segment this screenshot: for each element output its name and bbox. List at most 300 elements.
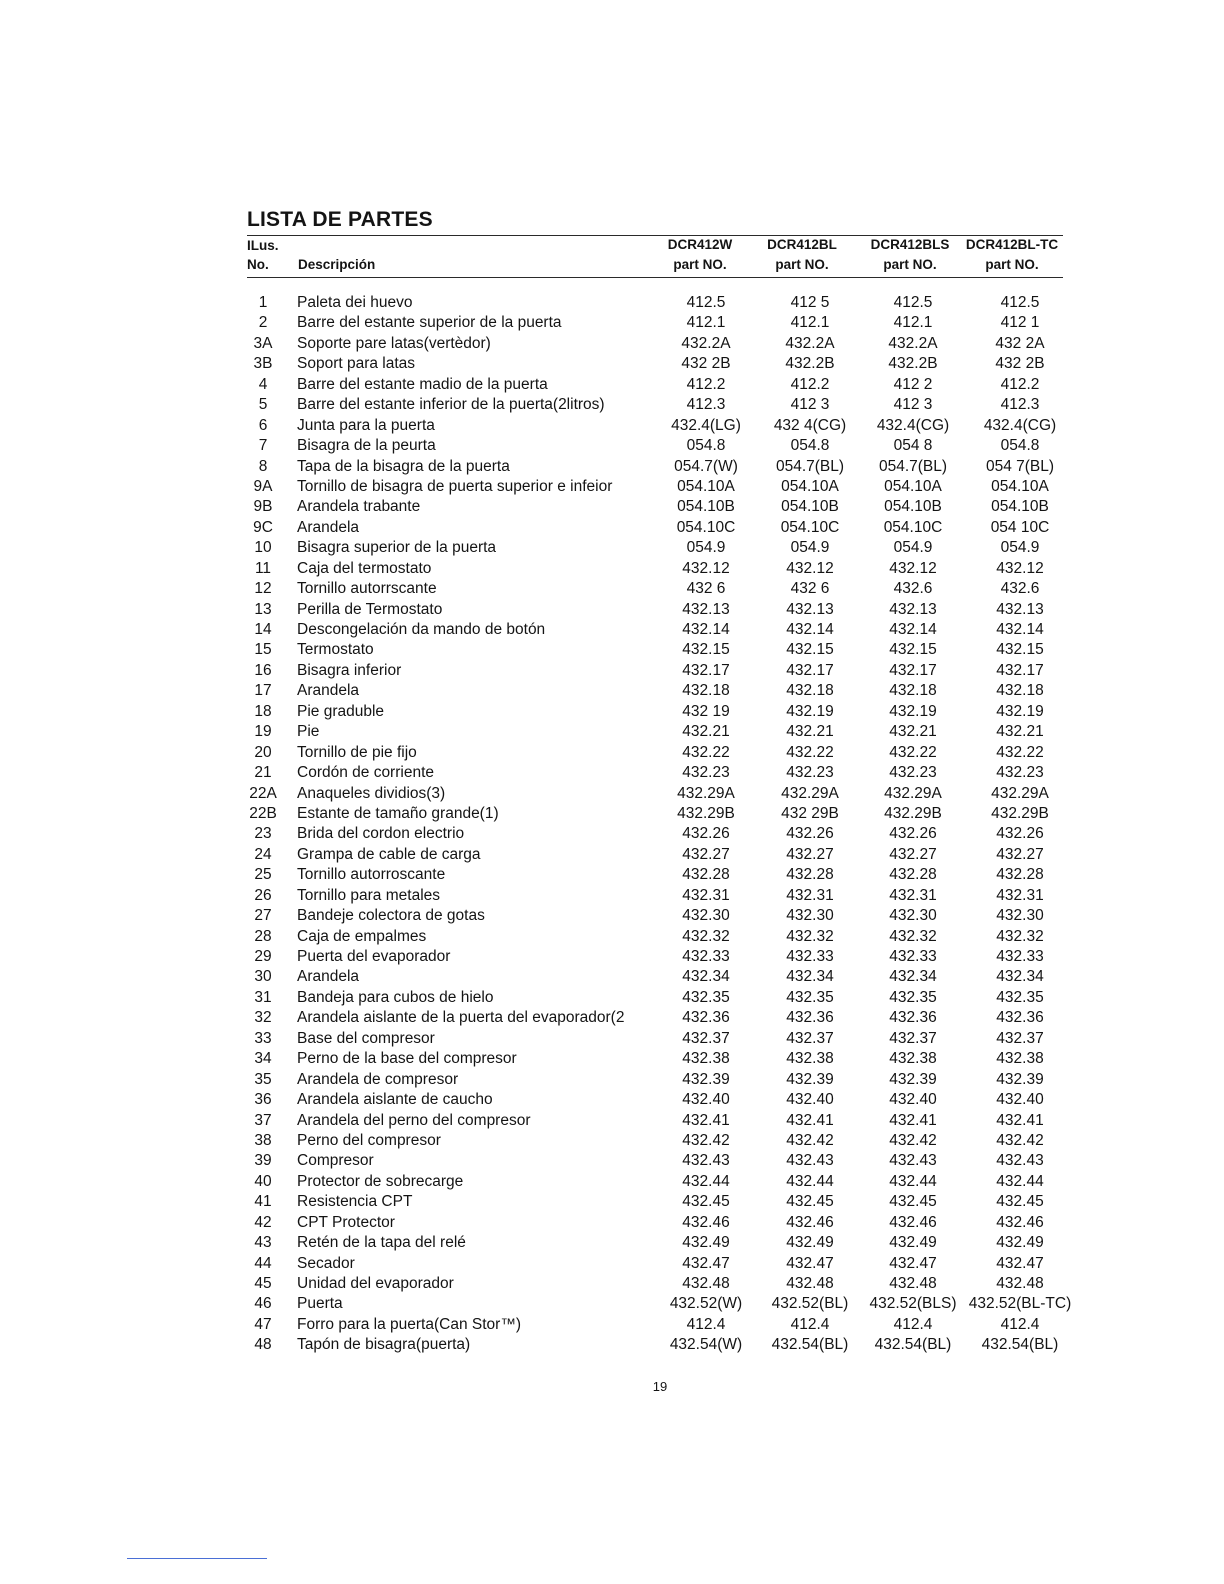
part-no-dcr412bl-tc: 432.49	[996, 1234, 1044, 1252]
part-no-dcr412w: 432.38	[682, 1050, 730, 1068]
part-no-dcr412bl: 432.21	[786, 723, 834, 741]
part-item-number: 20	[254, 743, 272, 761]
part-description: Soport para latas	[297, 355, 416, 373]
part-no-dcr412bl: 432.45	[786, 1193, 834, 1211]
part-no-dcr412w: 412.4	[686, 1315, 726, 1333]
part-no-dcr412bl: 432.14	[786, 621, 834, 638]
part-no-dcr412bls: 432.52(BLS)	[869, 1295, 957, 1313]
part-row	[0, 416, 1224, 436]
part-description: Caja de empalmes	[297, 927, 427, 945]
part-no-dcr412bl-tc: 432.26	[996, 825, 1044, 843]
part-item-number: 29	[254, 948, 272, 965]
part-item-number: 25	[254, 866, 272, 884]
part-no-dcr412w: 432.37	[682, 1029, 730, 1047]
part-no-dcr412bl-tc: 432.33	[996, 948, 1044, 965]
part-no-dcr412bl: 412 3	[790, 396, 830, 414]
part-row	[0, 824, 1224, 844]
header-model-dcr412bl	[742, 235, 862, 275]
model-name: DCR412W	[667, 237, 733, 252]
part-item-number: 43	[254, 1234, 272, 1252]
part-no-dcr412bls: 432.6	[893, 580, 933, 598]
parts-list	[0, 293, 1224, 1356]
part-no-dcr412w: 432.17	[682, 661, 730, 679]
part-row	[0, 313, 1224, 333]
part-row	[0, 559, 1224, 579]
part-description: Brida del cordon electrio	[297, 825, 465, 843]
part-no-dcr412bls: 412 3	[893, 396, 933, 414]
part-no-dcr412bl: 054.10B	[781, 498, 839, 516]
part-row	[0, 579, 1224, 599]
part-no-dcr412bl-tc: 432.46	[996, 1213, 1044, 1231]
part-row	[0, 354, 1224, 374]
part-row	[0, 334, 1224, 354]
part-row	[0, 538, 1224, 558]
part-no-dcr412w: 054.10A	[677, 477, 735, 495]
part-no-dcr412bls: 432.15	[889, 641, 937, 659]
part-no-dcr412bl-tc: 432.44	[996, 1172, 1044, 1190]
part-row	[0, 600, 1224, 620]
part-no-dcr412bl-tc: 054.8	[1000, 437, 1040, 455]
part-no-dcr412w: 432.44	[682, 1172, 730, 1190]
part-no-dcr412bl-tc: 054.10A	[991, 477, 1049, 495]
part-no-dcr412bl: 432 6	[790, 580, 830, 598]
part-no-dcr412bl: 432.13	[786, 600, 834, 618]
part-description: Perilla de Termostato	[297, 600, 443, 618]
part-item-number: 22B	[249, 804, 277, 822]
part-item-number: 41	[254, 1193, 272, 1211]
part-item-number: 39	[254, 1152, 272, 1170]
part-item-number: 5	[258, 396, 268, 414]
part-no-dcr412bls: 432.19	[889, 702, 937, 720]
part-item-number: 21	[254, 764, 272, 782]
part-no-dcr412bl: 432.17	[786, 661, 834, 679]
part-no-dcr412bl-tc: 412.4	[1000, 1315, 1040, 1333]
part-no-dcr412bl: 432.40	[786, 1091, 834, 1109]
part-no-dcr412bl-tc: 432.19	[996, 702, 1044, 720]
part-item-number: 45	[254, 1275, 272, 1292]
part-no-dcr412bl: 432.18	[786, 682, 834, 700]
part-item-number: 2	[258, 314, 268, 332]
part-row	[0, 1233, 1224, 1253]
part-no-dcr412bl: 432.41	[786, 1111, 834, 1129]
part-description: Pie graduble	[297, 702, 385, 720]
part-item-number: 27	[254, 907, 272, 925]
part-description: Puerta del evaporador	[297, 948, 451, 965]
part-no-dcr412bl: 054.9	[790, 539, 830, 557]
part-no-dcr412bls: 412.5	[893, 294, 933, 311]
part-no-dcr412w: 412.3	[686, 396, 726, 414]
part-no-dcr412bl-tc: 432.29A	[991, 784, 1049, 802]
part-no-dcr412bl-tc: 054 7(BL)	[985, 457, 1055, 475]
part-description: Estante de tamaño grande(1)	[297, 804, 499, 822]
part-no-dcr412bl: 432.37	[786, 1029, 834, 1047]
part-row	[0, 702, 1224, 722]
part-item-number: 42	[254, 1213, 272, 1231]
part-no-dcr412w: 432.32	[682, 927, 730, 945]
part-no-dcr412w: 432.54(W)	[669, 1336, 743, 1354]
part-no-dcr412bl: 432.12	[786, 559, 834, 577]
part-no-dcr412bl: 432.2B	[785, 355, 835, 373]
part-description: Base del compresor	[297, 1029, 435, 1047]
part-row	[0, 1111, 1224, 1131]
part-no-dcr412bl: 432.46	[786, 1213, 834, 1231]
part-no-dcr412bl: 432.42	[786, 1131, 834, 1149]
part-row	[0, 436, 1224, 456]
part-description: Descongelación da mando de botón	[297, 621, 546, 638]
part-no-dcr412bl-tc: 432.27	[996, 845, 1044, 863]
part-row	[0, 681, 1224, 701]
part-no-dcr412bls: 432.2A	[888, 334, 938, 352]
part-no-dcr412bls: 432.26	[889, 825, 937, 843]
header-rule	[247, 277, 1063, 278]
part-item-number: 28	[254, 927, 272, 945]
part-no-dcr412bl-tc: 432.13	[996, 600, 1044, 618]
part-no-dcr412w: 432.14	[682, 621, 730, 638]
part-item-number: 24	[254, 845, 272, 863]
part-no-dcr412bl-tc: 412.3	[1000, 396, 1040, 414]
part-description: Protector de sobrecarge	[297, 1172, 464, 1190]
part-no-dcr412bl-tc: 054.10B	[991, 498, 1049, 516]
part-no-dcr412w: 432 19	[682, 702, 730, 720]
part-description: Caja del termostato	[297, 559, 432, 577]
part-no-dcr412bl: 432.32	[786, 927, 834, 945]
part-no-dcr412w: 432.41	[682, 1111, 730, 1129]
part-description: Bandeja para cubos de hielo	[297, 988, 494, 1006]
part-no-dcr412w: 432.48	[682, 1275, 730, 1292]
part-no-dcr412bls: 432.41	[889, 1111, 937, 1129]
part-no-dcr412w: 432.43	[682, 1152, 730, 1170]
part-description: Arandela aislante de la puerta del evaporador(2	[297, 1009, 625, 1027]
model-part-label: part NO.	[673, 257, 727, 272]
part-no-dcr412w: 432.21	[682, 723, 730, 741]
part-row	[0, 457, 1224, 477]
part-no-dcr412bl-tc: 412 1	[1000, 314, 1040, 332]
part-no-dcr412bl: 432 4(CG)	[773, 416, 847, 434]
part-item-number: 46	[254, 1295, 272, 1313]
part-no-dcr412w: 432.45	[682, 1193, 730, 1211]
part-no-dcr412bl: 412 5	[790, 294, 830, 311]
part-description: Arandela aislante de caucho	[297, 1091, 493, 1109]
page-number: 19	[652, 1379, 668, 1394]
part-no-dcr412w: 432.47	[682, 1254, 730, 1272]
part-no-dcr412w: 054.10C	[676, 518, 736, 536]
part-no-dcr412bl: 412.1	[790, 314, 830, 332]
part-item-number: 22A	[249, 784, 277, 802]
part-description: Perno de la base del compresor	[297, 1050, 517, 1068]
part-row	[0, 620, 1224, 640]
part-no-dcr412bl: 432 29B	[781, 804, 839, 822]
part-item-number: 17	[254, 682, 272, 700]
part-no-dcr412bl-tc: 432.54(BL)	[981, 1336, 1059, 1354]
part-no-dcr412bl-tc: 432.42	[996, 1131, 1044, 1149]
part-description: Tornillo para metales	[297, 886, 441, 904]
part-no-dcr412bls: 432.49	[889, 1234, 937, 1252]
part-no-dcr412bl: 432.31	[786, 886, 834, 904]
part-description: Perno del compresor	[297, 1131, 441, 1149]
part-item-number: 19	[254, 723, 272, 741]
part-no-dcr412bl-tc: 432.30	[996, 907, 1044, 925]
part-item-number: 37	[254, 1111, 272, 1129]
model-name: DCR412BL-TC	[965, 237, 1059, 252]
model-part-label: part NO.	[775, 257, 829, 272]
part-row	[0, 1254, 1224, 1274]
part-no-dcr412bl: 432.23	[786, 764, 834, 782]
part-no-dcr412bl-tc: 432.41	[996, 1111, 1044, 1129]
header-number-label: No.	[247, 257, 269, 272]
part-no-dcr412bl-tc: 432.35	[996, 988, 1044, 1006]
part-no-dcr412bl-tc: 432.37	[996, 1029, 1044, 1047]
part-row	[0, 518, 1224, 538]
part-item-number: 6	[258, 416, 268, 434]
part-no-dcr412bl-tc: 432.38	[996, 1050, 1044, 1068]
part-no-dcr412w: 432.31	[682, 886, 730, 904]
part-row	[0, 395, 1224, 415]
part-description: Compresor	[297, 1152, 374, 1170]
part-no-dcr412bl-tc: 432.12	[996, 559, 1044, 577]
part-no-dcr412w: 432.33	[682, 948, 730, 965]
part-no-dcr412bl-tc: 432.15	[996, 641, 1044, 659]
part-no-dcr412w: 432.28	[682, 866, 730, 884]
part-no-dcr412bl-tc: 432.14	[996, 621, 1044, 638]
part-no-dcr412bl: 054.7(BL)	[775, 457, 845, 475]
part-no-dcr412bls: 432.36	[889, 1009, 937, 1027]
part-no-dcr412w: 432.4(LG)	[671, 416, 741, 434]
part-no-dcr412bl-tc: 432.29B	[991, 804, 1049, 822]
part-no-dcr412bl-tc: 432.52(BL-TC)	[968, 1295, 1072, 1313]
part-item-number: 26	[254, 886, 272, 904]
part-no-dcr412bl-tc: 432.36	[996, 1009, 1044, 1027]
part-row	[0, 1008, 1224, 1028]
part-no-dcr412bls: 432.42	[889, 1131, 937, 1149]
part-row	[0, 743, 1224, 763]
part-no-dcr412w: 432.26	[682, 825, 730, 843]
part-item-number: 47	[254, 1315, 272, 1333]
part-item-number: 3A	[253, 334, 273, 352]
part-no-dcr412w: 432.39	[682, 1070, 730, 1088]
part-no-dcr412bls: 432.40	[889, 1091, 937, 1109]
part-no-dcr412bls: 432.39	[889, 1070, 937, 1088]
part-row	[0, 293, 1224, 313]
part-no-dcr412bl-tc: 432.47	[996, 1254, 1044, 1272]
part-no-dcr412bls: 432.45	[889, 1193, 937, 1211]
part-row	[0, 804, 1224, 824]
part-description: Tornillo autorroscante	[297, 866, 446, 884]
part-no-dcr412bl-tc: 412.5	[1000, 294, 1040, 311]
part-row	[0, 375, 1224, 395]
part-item-number: 9C	[253, 518, 273, 536]
part-no-dcr412bl-tc: 432.34	[996, 968, 1044, 986]
part-no-dcr412bl-tc: 432.21	[996, 723, 1044, 741]
part-item-number: 14	[254, 621, 272, 638]
part-no-dcr412bl: 432.48	[786, 1275, 834, 1292]
part-no-dcr412bl: 054.8	[790, 437, 830, 455]
part-item-number: 11	[254, 559, 272, 577]
header-illustration-label: ILus.	[247, 238, 279, 253]
part-description: Resistencia CPT	[297, 1193, 413, 1211]
part-no-dcr412bl-tc: 432.17	[996, 661, 1044, 679]
part-no-dcr412bls: 432.29B	[884, 804, 942, 822]
part-no-dcr412bl-tc: 432.39	[996, 1070, 1044, 1088]
part-description: Cordón de corriente	[297, 764, 434, 782]
part-no-dcr412bl-tc: 432.4(CG)	[983, 416, 1057, 434]
part-no-dcr412w: 432.40	[682, 1091, 730, 1109]
part-row	[0, 1294, 1224, 1314]
part-description: Retén de la tapa del relé	[297, 1234, 466, 1252]
part-no-dcr412w: 432.46	[682, 1213, 730, 1231]
part-item-number: 33	[254, 1029, 272, 1047]
part-no-dcr412bl: 432.29A	[781, 784, 839, 802]
part-no-dcr412bl-tc: 432.23	[996, 764, 1044, 782]
part-no-dcr412w: 432.29A	[677, 784, 735, 802]
part-row	[0, 845, 1224, 865]
part-no-dcr412w: 412.1	[686, 314, 726, 332]
part-row	[0, 865, 1224, 885]
part-item-number: 10	[254, 539, 272, 557]
part-description: Tapa de la bisagra de la puerta	[297, 457, 510, 475]
part-item-number: 4	[258, 375, 268, 393]
part-description: Barre del estante superior de la puerta	[297, 314, 562, 332]
part-row	[0, 927, 1224, 947]
part-no-dcr412w: 432.49	[682, 1234, 730, 1252]
part-item-number: 8	[258, 457, 268, 475]
part-item-number: 3B	[253, 355, 273, 373]
part-no-dcr412bl-tc: 432 2B	[995, 355, 1045, 373]
part-row	[0, 1274, 1224, 1294]
part-row	[0, 661, 1224, 681]
part-no-dcr412bl-tc: 432.28	[996, 866, 1044, 884]
part-no-dcr412bl: 432.22	[786, 743, 834, 761]
part-no-dcr412w: 432.13	[682, 600, 730, 618]
part-item-number: 48	[254, 1336, 272, 1354]
part-description: Puerta	[297, 1295, 343, 1313]
part-no-dcr412bl: 432.2A	[785, 334, 835, 352]
part-no-dcr412bl-tc: 054 10C	[990, 518, 1050, 536]
part-row	[0, 906, 1224, 926]
part-no-dcr412bl: 432.33	[786, 948, 834, 965]
part-item-number: 9A	[253, 477, 273, 495]
part-no-dcr412bl: 412.4	[790, 1315, 830, 1333]
part-item-number: 36	[254, 1091, 272, 1109]
part-no-dcr412bl-tc: 432.31	[996, 886, 1044, 904]
part-no-dcr412bls: 054.10B	[884, 498, 942, 516]
part-no-dcr412w: 054.10B	[677, 498, 735, 516]
part-no-dcr412bls: 432.48	[889, 1275, 937, 1292]
part-no-dcr412bls: 432.34	[889, 968, 937, 986]
part-description: Arandela trabante	[297, 498, 421, 516]
part-no-dcr412w: 054.8	[686, 437, 726, 455]
part-description: Bandeje colectora de gotas	[297, 907, 485, 925]
part-row	[0, 1172, 1224, 1192]
part-item-number: 44	[254, 1254, 272, 1272]
part-no-dcr412bls: 054 8	[893, 437, 933, 455]
part-description: Anaqueles dividios(3)	[297, 784, 446, 802]
part-no-dcr412bl-tc: 432.48	[996, 1275, 1044, 1292]
part-row	[0, 1213, 1224, 1233]
part-row	[0, 967, 1224, 987]
model-name: DCR412BLS	[870, 237, 950, 252]
part-row	[0, 763, 1224, 783]
part-no-dcr412bl: 432.54(BL)	[771, 1336, 849, 1354]
part-item-number: 32	[254, 1009, 272, 1027]
part-no-dcr412bl-tc: 432 2A	[995, 334, 1045, 352]
part-no-dcr412w: 432.29B	[677, 804, 735, 822]
part-no-dcr412bl: 432.49	[786, 1234, 834, 1252]
part-no-dcr412bl-tc: 432.45	[996, 1193, 1044, 1211]
part-row	[0, 1335, 1224, 1355]
part-row	[0, 1151, 1224, 1171]
part-no-dcr412bls: 432.43	[889, 1152, 937, 1170]
part-no-dcr412bl: 432.43	[786, 1152, 834, 1170]
part-description: Bisagra superior de la puerta	[297, 539, 497, 557]
model-part-label: part NO.	[985, 257, 1039, 272]
part-no-dcr412bls: 432.28	[889, 866, 937, 884]
part-no-dcr412bl: 054.10A	[781, 477, 839, 495]
part-row	[0, 1070, 1224, 1090]
part-no-dcr412bls: 432.14	[889, 621, 937, 638]
part-no-dcr412bl: 432.44	[786, 1172, 834, 1190]
part-row	[0, 1192, 1224, 1212]
part-row	[0, 1131, 1224, 1151]
part-row	[0, 988, 1224, 1008]
part-no-dcr412bl: 432.19	[786, 702, 834, 720]
part-item-number: 7	[258, 437, 268, 455]
part-no-dcr412w: 432.23	[682, 764, 730, 782]
part-no-dcr412bl: 432.30	[786, 907, 834, 925]
part-no-dcr412bl: 432.52(BL)	[771, 1295, 849, 1313]
part-row	[0, 1090, 1224, 1110]
part-item-number: 9B	[253, 498, 273, 516]
part-row	[0, 947, 1224, 967]
part-no-dcr412w: 432.42	[682, 1131, 730, 1149]
part-row	[0, 722, 1224, 742]
part-no-dcr412bls: 432.12	[889, 559, 937, 577]
part-description: Arandela	[297, 682, 360, 700]
header-model-dcr412bl-tc	[952, 235, 1072, 275]
part-row	[0, 497, 1224, 517]
part-description: Barre del estante madio de la puerta	[297, 375, 548, 393]
part-no-dcr412bl: 432.26	[786, 825, 834, 843]
part-no-dcr412w: 054.9	[686, 539, 726, 557]
part-no-dcr412bls: 432.13	[889, 600, 937, 618]
part-no-dcr412bl: 432.38	[786, 1050, 834, 1068]
part-description: Bisagra inferior	[297, 661, 402, 679]
part-no-dcr412bls: 412.4	[893, 1315, 933, 1333]
part-description: Barre del estante inferior de la puerta(2litros)	[297, 396, 605, 414]
part-no-dcr412bls: 054.10C	[883, 518, 943, 536]
part-description: Soporte pare latas(vertèdor)	[297, 334, 491, 352]
part-no-dcr412bl: 054.10C	[780, 518, 840, 536]
part-no-dcr412w: 432.52(W)	[669, 1295, 743, 1313]
part-no-dcr412bls: 432.21	[889, 723, 937, 741]
part-no-dcr412bls: 432.47	[889, 1254, 937, 1272]
part-item-number: 34	[254, 1050, 272, 1068]
part-no-dcr412w: 432.18	[682, 682, 730, 700]
part-no-dcr412bls: 432.17	[889, 661, 937, 679]
part-no-dcr412w: 432 2B	[681, 355, 731, 373]
part-no-dcr412bls: 412 2	[893, 375, 933, 393]
part-description: Bisagra de la peurta	[297, 437, 436, 455]
part-item-number: 35	[254, 1070, 272, 1088]
part-no-dcr412bl: 432.36	[786, 1009, 834, 1027]
part-no-dcr412bls: 432.33	[889, 948, 937, 965]
part-no-dcr412bl-tc: 432.6	[1000, 580, 1040, 598]
part-row	[0, 1315, 1224, 1335]
page-title: LISTA DE PARTES	[247, 208, 433, 231]
part-no-dcr412bls: 432.46	[889, 1213, 937, 1231]
part-no-dcr412w: 432.27	[682, 845, 730, 863]
part-no-dcr412w: 432.12	[682, 559, 730, 577]
part-no-dcr412bls: 432.38	[889, 1050, 937, 1068]
